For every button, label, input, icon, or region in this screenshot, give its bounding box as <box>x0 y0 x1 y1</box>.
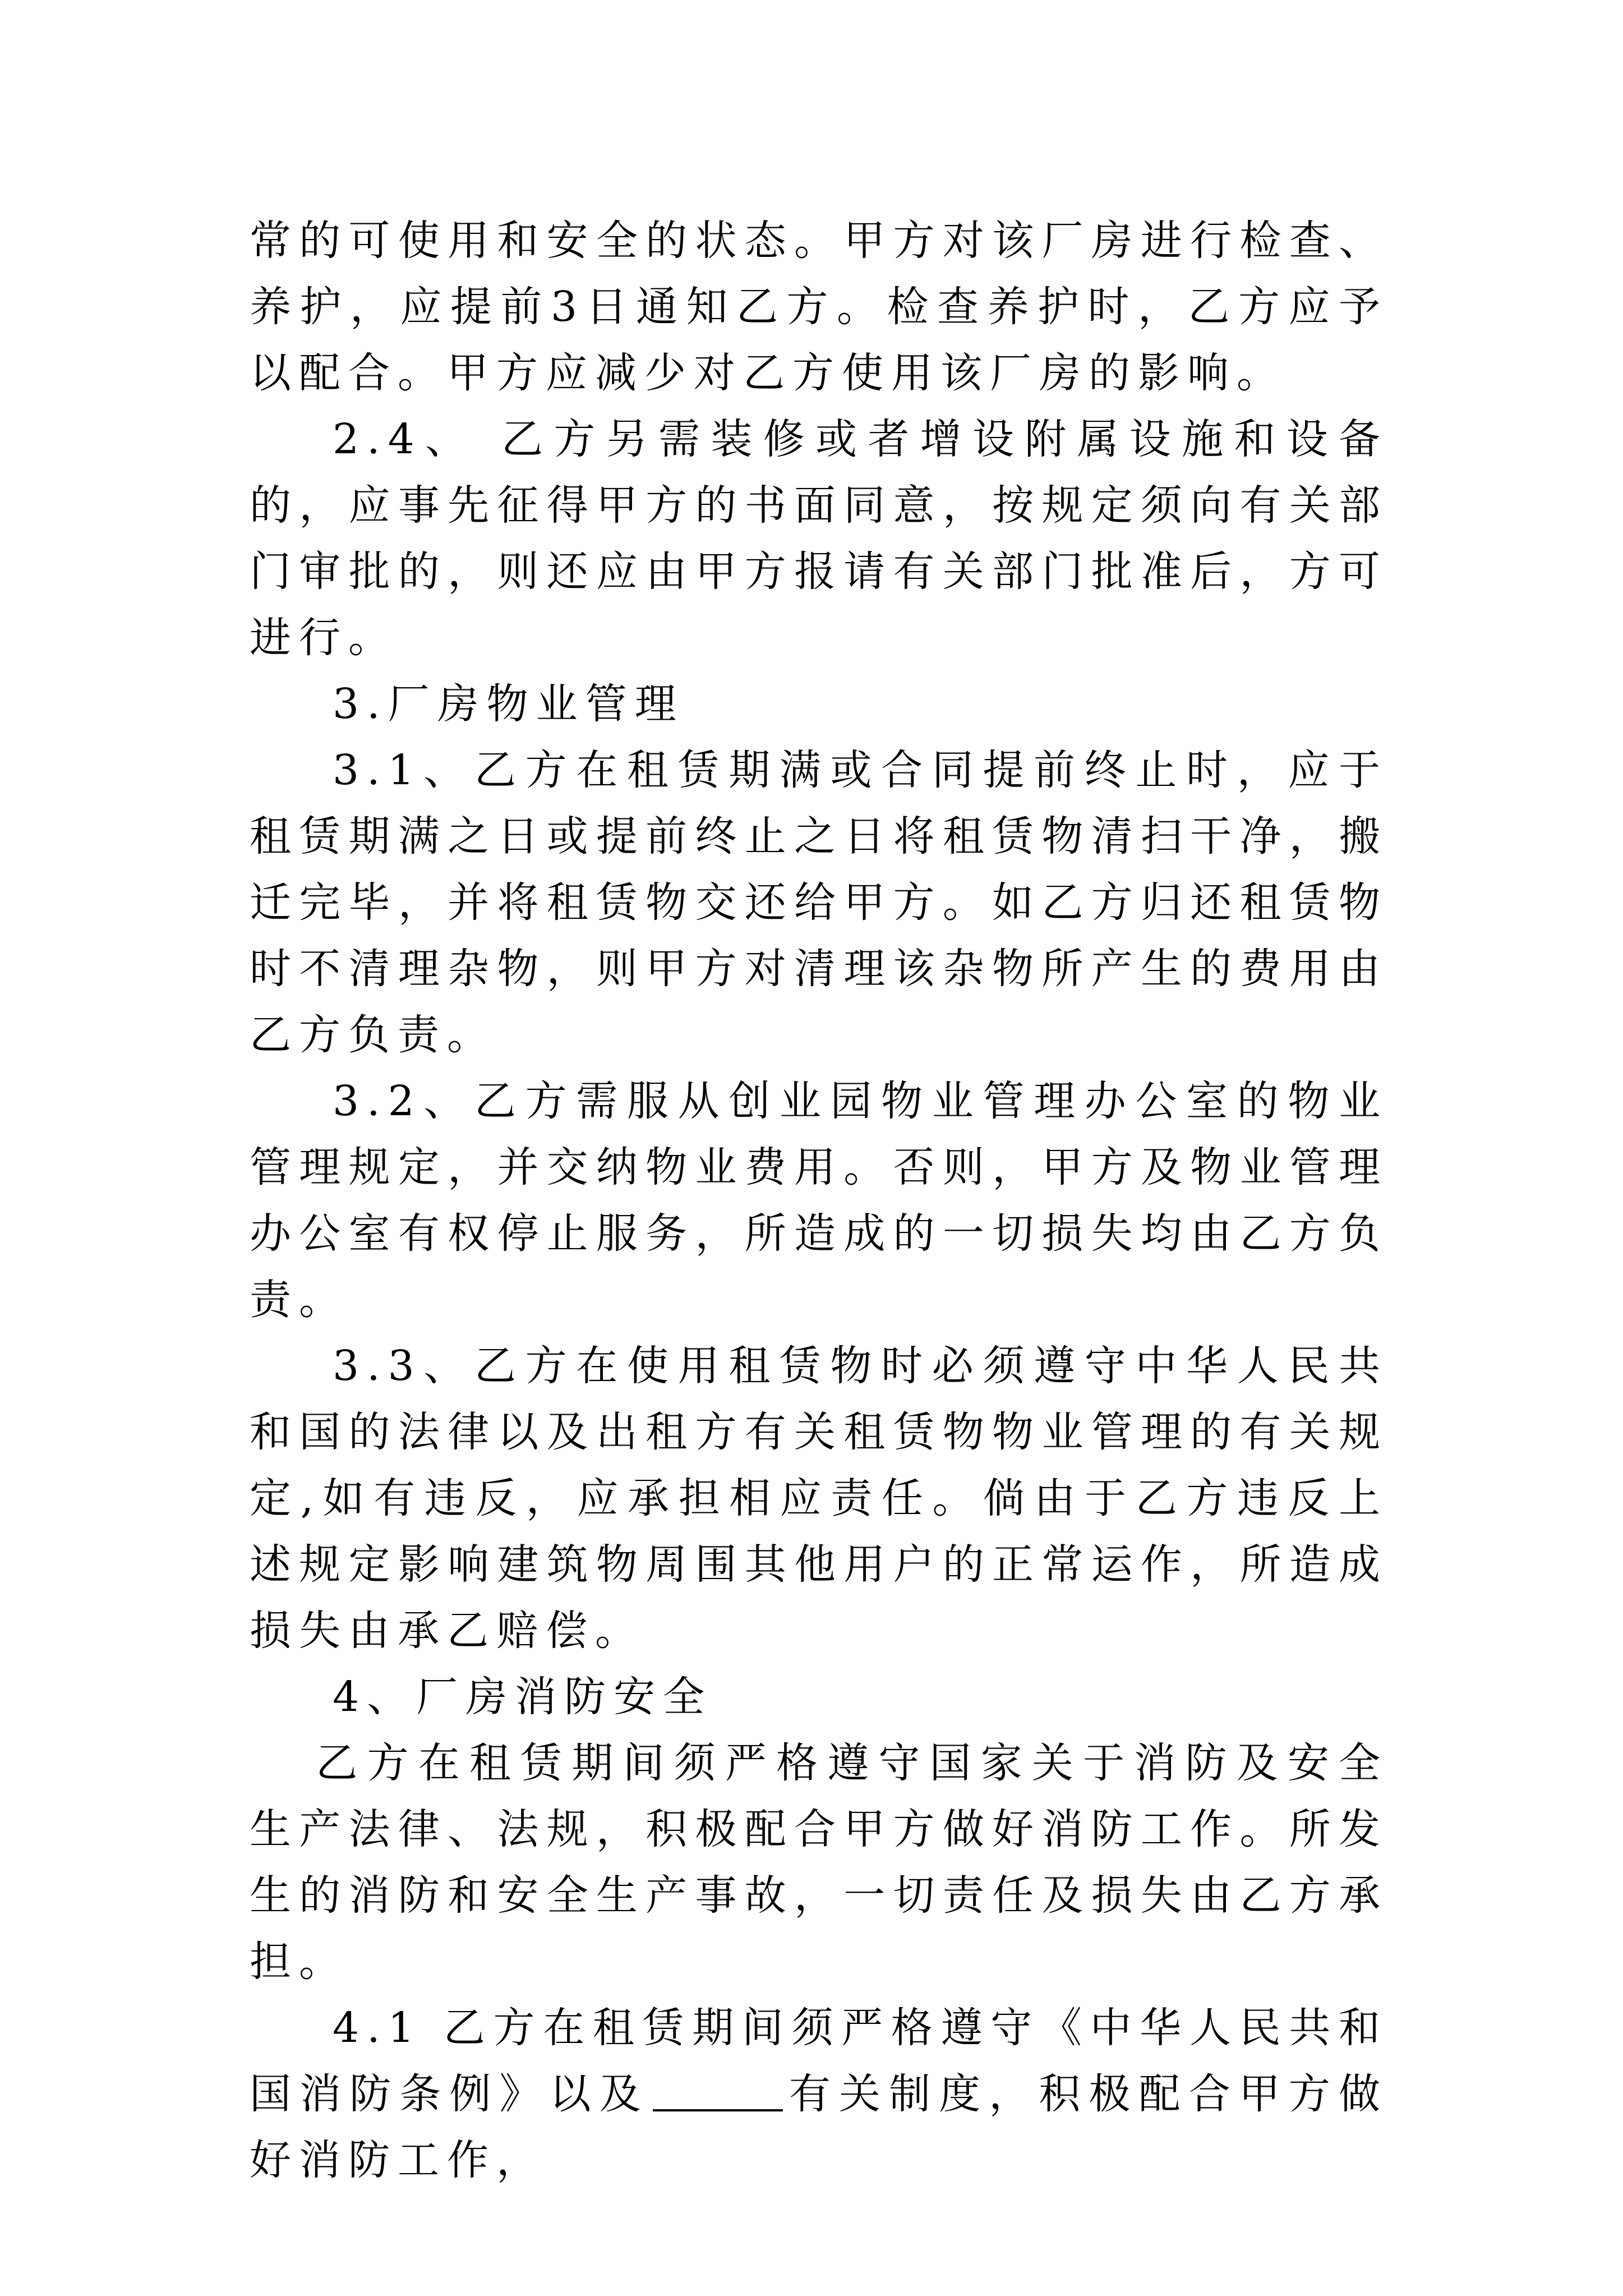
paragraph-3-3: 3.3、乙方在使用租赁物时必须遵守中华人民共和国的法律以及出租方有关租赁物物业管理的有关规定,如有违反，应承担相应责任。倘由于乙方违反上述规定影响建筑物周围其他用户的正常运作，所造成损失由承乙赔偿。 <box>250 1342 1388 1655</box>
paragraph-4-1 <box>250 1995 1388 2193</box>
paragraph-4-1-text-before-blank: 4.1 乙方在租赁期间须严格遵守《中华人民共和国消防条例》以及 <box>250 2004 1388 2118</box>
section-heading-3: 3.厂房物业管理 <box>333 680 684 728</box>
fill-in-blank <box>653 2070 783 2111</box>
paragraph-4-intro: 乙方在租赁期间须严格遵守国家关于消防及安全生产法律、法规，积极配合甲方做好消防工作。所发生的消防和安全生产事故，一切责任及损失由乙方承担。 <box>250 1739 1388 1986</box>
paragraph-continuation: 常的可使用和安全的状态。甲方对该厂房进行检查、养护，应提前3日通知乙方。检查养护时，乙方应予以配合。甲方应减少对乙方使用该厂房的影响。 <box>250 217 1388 397</box>
section-heading-4: 4、厂房消防安全 <box>333 1673 713 1721</box>
paragraph-3-1: 3.1、乙方在租赁期满或合同提前终止时，应于租赁期满之日或提前终止之日将租赁物清扫干净，搬迁完毕，并将租赁物交还给甲方。如乙方归还租赁物时不清理杂物，则甲方对清理该杂物所产生的费用由乙方负责。 <box>250 746 1388 1059</box>
paragraph-3-2: 3.2、乙方需服从创业园物业管理办公室的物业管理规定，并交纳物业费用。否则，甲方及物业管理办公室有权停止服务，所造成的一切损失均由乙方负责。 <box>250 1077 1388 1324</box>
paragraph-4-1-text-after-blank: 有关制度，积极配合甲方做好消防工作， <box>250 2070 1389 2184</box>
document-body <box>250 208 1388 2193</box>
paragraph-2-4: 2.4、 乙方另需装修或者增设附属设施和设备的，应事先征得甲方的书面同意，按规定须向有关部门审批的，则还应由甲方报请有关部门批准后，方可进行。 <box>250 415 1388 662</box>
